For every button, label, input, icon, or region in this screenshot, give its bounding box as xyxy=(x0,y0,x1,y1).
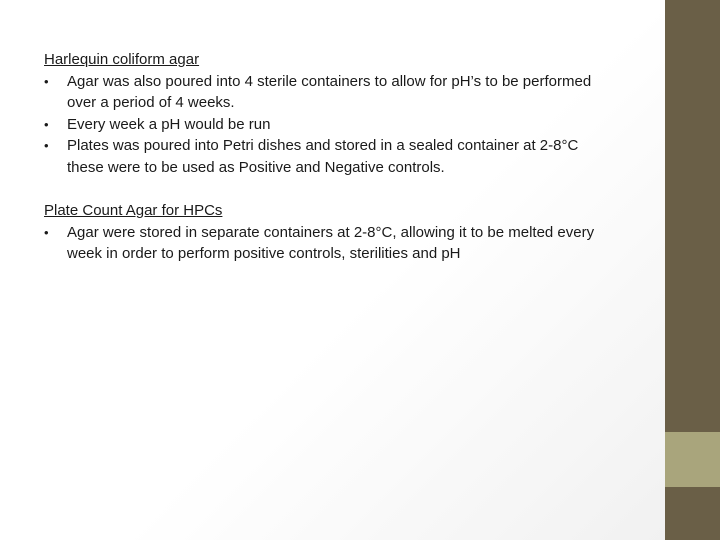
sidebar-segment-top xyxy=(665,0,720,432)
sidebar-segment-accent xyxy=(665,432,720,487)
bullet-list xyxy=(44,71,619,179)
section-heading: Harlequin coliform agar xyxy=(44,51,200,68)
bullet-icon: • xyxy=(44,116,49,132)
list-item-text: Plates was poured into Petri dishes and stored in a sealed container at 2-8°C these were to be used as Positive and Negative controls. xyxy=(67,137,579,176)
bullet-icon: • xyxy=(44,224,49,240)
list-item xyxy=(44,71,619,114)
section-spacer xyxy=(44,178,619,200)
list-item-text: Agar were stored in separate containers at 2-8°C, allowing it to be melted every week in order to perform positive controls, sterilities and pH xyxy=(67,223,595,262)
section-plate-count xyxy=(44,200,619,265)
bullet-icon: • xyxy=(44,73,49,89)
section-heading: Plate Count Agar for HPCs xyxy=(44,202,223,219)
section-harlequin xyxy=(44,49,619,178)
bullet-list xyxy=(44,222,619,265)
list-item xyxy=(44,114,619,136)
decorative-sidebar xyxy=(665,0,720,540)
list-item xyxy=(44,135,619,178)
bullet-icon: • xyxy=(44,138,49,153)
slide-body xyxy=(44,49,619,265)
list-item xyxy=(44,222,619,265)
list-item-text: Every week a pH would be run xyxy=(67,115,271,133)
sidebar-segment-bottom xyxy=(665,487,720,540)
list-item-text: Agar was also poured into 4 sterile containers to allow for pH’s to be performed over a period of 4 weeks. xyxy=(67,72,592,111)
